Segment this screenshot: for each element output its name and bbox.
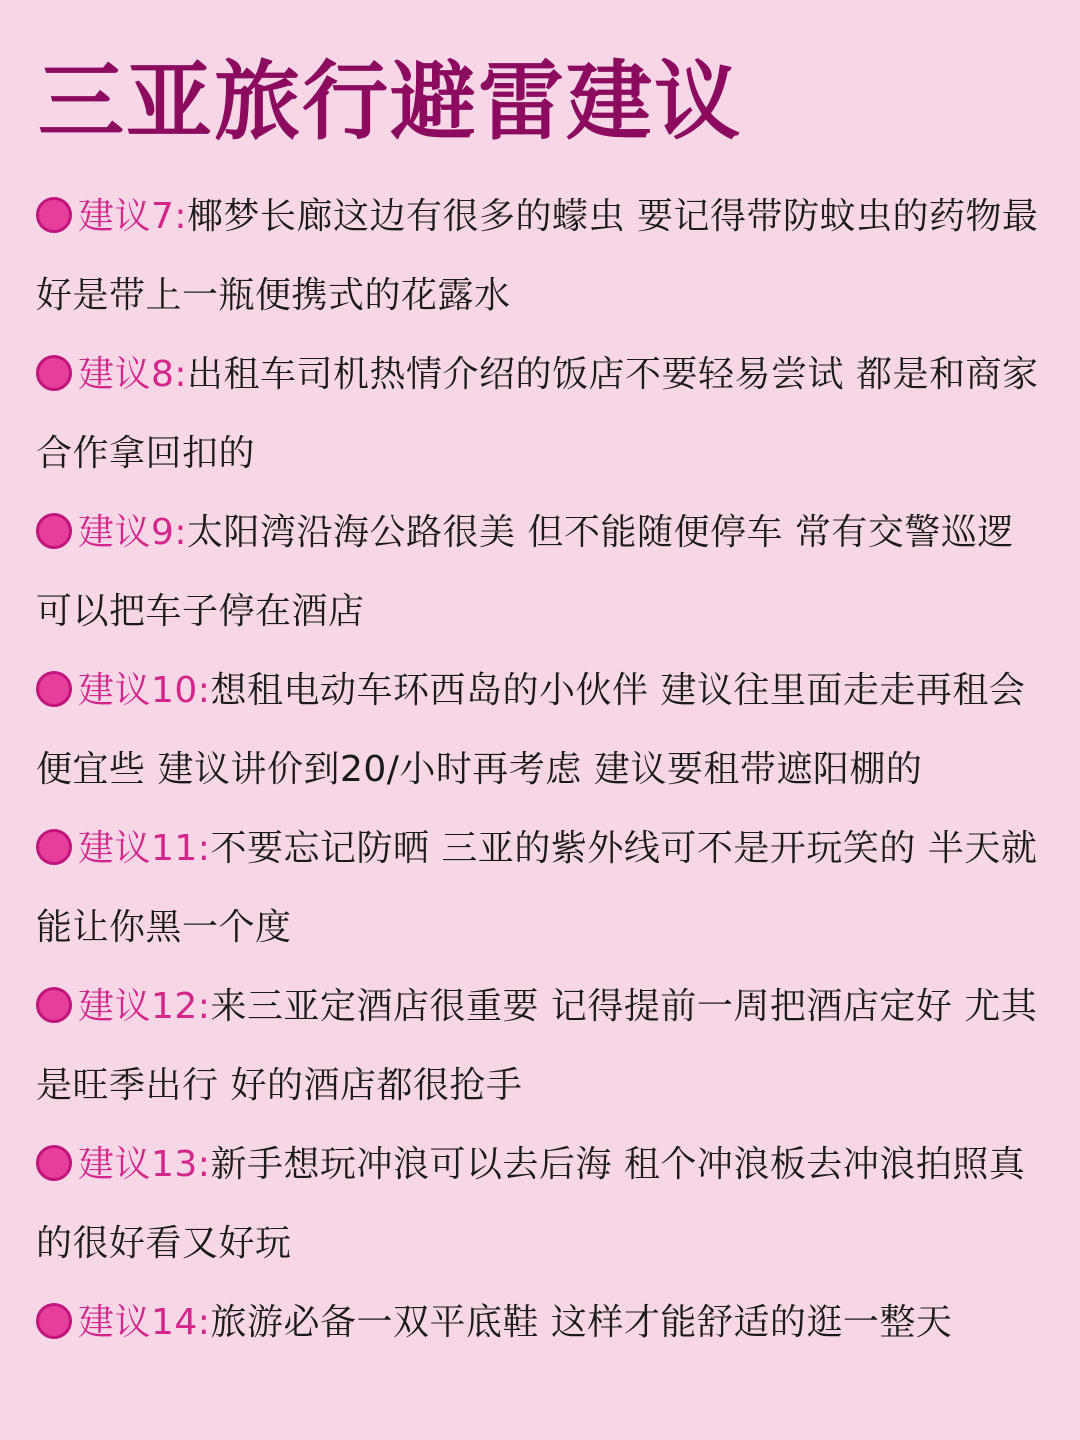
- pink-circle-icon: [36, 513, 72, 549]
- tip-label: 建议10:: [78, 670, 211, 711]
- pink-circle-icon: [36, 671, 72, 707]
- tip-text: 出租车司机热情介绍的饭店不要轻易尝试 都是和商家合作拿回扣的: [36, 354, 1039, 474]
- page-title: 三亚旅行避雷建议: [38, 52, 742, 152]
- tips-list: [36, 177, 1052, 1362]
- tip-text: 太阳湾沿海公路很美 但不能随便停车 常有交警巡逻 可以把车子停在酒店: [36, 512, 1014, 632]
- tip-item: [36, 651, 1052, 809]
- pink-circle-icon: [36, 355, 72, 391]
- tip-label: 建议13:: [78, 1144, 211, 1185]
- pink-circle-icon: [36, 197, 72, 233]
- tip-item: [36, 809, 1052, 967]
- tip-item: [36, 335, 1052, 493]
- tip-item: [36, 967, 1052, 1125]
- tip-item: [36, 1283, 1052, 1362]
- tip-text: 椰梦长廊这边有很多的蠓虫 要记得带防蚊虫的药物最好是带上一瓶便携式的花露水: [36, 196, 1039, 316]
- tip-label: 建议9:: [78, 512, 188, 553]
- tip-text: 不要忘记防晒 三亚的紫外线可不是开玩笑的 半天就能让你黑一个度: [36, 828, 1038, 948]
- tip-item: [36, 177, 1052, 335]
- pink-circle-icon: [36, 1145, 72, 1181]
- tip-item: [36, 493, 1052, 651]
- tip-label: 建议12:: [78, 986, 211, 1027]
- tip-text: 旅游必备一双平底鞋 这样才能舒适的逛一整天: [210, 1302, 953, 1343]
- tip-label: 建议11:: [78, 828, 211, 869]
- tip-text: 来三亚定酒店很重要 记得提前一周把酒店定好 尤其是旺季出行 好的酒店都很抢手: [36, 986, 1038, 1106]
- tip-text: 新手想玩冲浪可以去后海 租个冲浪板去冲浪拍照真的很好看又好玩: [36, 1144, 1026, 1264]
- tip-label: 建议8:: [78, 354, 188, 395]
- pink-circle-icon: [36, 1303, 72, 1339]
- pink-circle-icon: [36, 829, 72, 865]
- tip-item: [36, 1125, 1052, 1283]
- tip-text: 想租电动车环西岛的小伙伴 建议往里面走走再租会便宜些 建议讲价到20/小时再考虑 建议要租带遮阳棚的: [36, 670, 1026, 790]
- tip-label: 建议14:: [78, 1302, 211, 1343]
- tip-label: 建议7:: [78, 196, 188, 237]
- pink-circle-icon: [36, 987, 72, 1023]
